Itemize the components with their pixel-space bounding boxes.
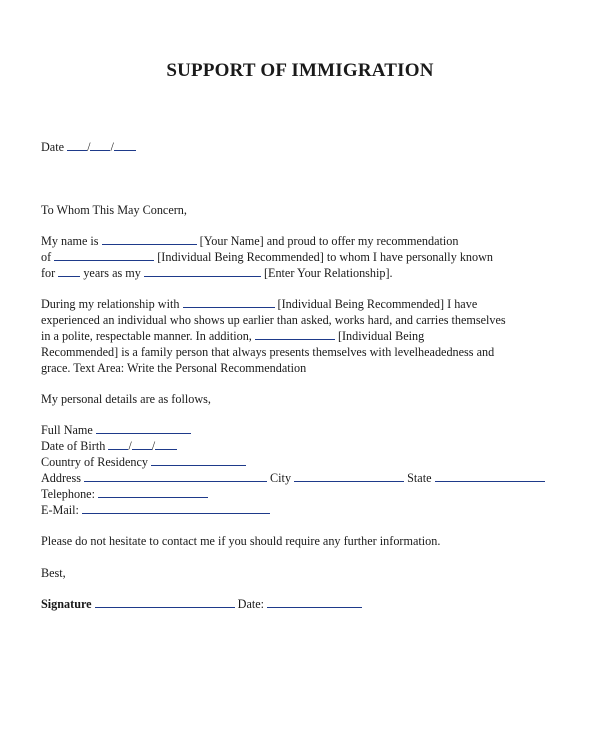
para1-line1 bbox=[41, 233, 458, 249]
signature-field[interactable] bbox=[95, 596, 235, 608]
address-label: Address bbox=[41, 471, 81, 485]
state-field[interactable] bbox=[435, 470, 545, 482]
full-name-row bbox=[41, 422, 191, 438]
address-field[interactable] bbox=[84, 470, 267, 482]
signature-date-field[interactable] bbox=[267, 596, 362, 608]
para1-text: [Your Name] and proud to offer my recommendation bbox=[199, 234, 459, 248]
dob-day-field[interactable] bbox=[132, 438, 152, 450]
date-separator: / bbox=[128, 439, 132, 453]
date-line bbox=[41, 139, 136, 155]
para2-text: During my relationship with bbox=[41, 297, 180, 311]
para1-text: My name is bbox=[41, 234, 99, 248]
para1-text: of bbox=[41, 250, 52, 264]
date-separator: / bbox=[151, 439, 156, 453]
date-month-blank[interactable] bbox=[67, 139, 87, 151]
para1-text: [Individual Being Recommended] to whom I have personally known bbox=[157, 250, 494, 264]
closing-best: Best, bbox=[41, 566, 66, 580]
para2-line1 bbox=[41, 296, 477, 312]
date-day-blank[interactable] bbox=[90, 139, 110, 151]
para1-text: for bbox=[41, 266, 56, 280]
dob-month-field[interactable] bbox=[108, 438, 128, 450]
individual-blank-2[interactable] bbox=[183, 296, 275, 308]
individual-blank-3[interactable] bbox=[255, 328, 335, 340]
salutation: To Whom This May Concern, bbox=[41, 203, 187, 217]
years-blank[interactable] bbox=[58, 265, 80, 277]
dob-label: Date of Birth bbox=[41, 439, 106, 453]
date-year-blank[interactable] bbox=[114, 139, 136, 151]
document-title: SUPPORT OF IMMIGRATION bbox=[166, 60, 434, 81]
full-name-label: Full Name bbox=[41, 423, 93, 437]
email-field[interactable] bbox=[82, 502, 270, 514]
para2-text: [Individual Being Recommended] I have bbox=[277, 297, 478, 311]
para2-line3 bbox=[41, 328, 424, 344]
city-label: City bbox=[270, 471, 292, 485]
para2-text: [Individual Being bbox=[337, 329, 425, 343]
telephone-row bbox=[41, 486, 208, 502]
closing-text: Please do not hesitate to contact me if you should require any further information. bbox=[41, 534, 441, 548]
signature-date-label: Date: bbox=[237, 597, 265, 611]
email-label: E-Mail: bbox=[41, 503, 79, 517]
para1-line2 bbox=[41, 249, 493, 265]
state-label: State bbox=[407, 471, 432, 485]
email-row bbox=[41, 502, 270, 518]
signature-row bbox=[41, 596, 362, 612]
para2-line5: grace. Text Area: Write the Personal Recommendation bbox=[41, 361, 307, 375]
details-intro: My personal details are as follows, bbox=[41, 392, 211, 406]
telephone-field[interactable] bbox=[98, 486, 208, 498]
country-label: Country of Residency bbox=[41, 455, 148, 469]
individual-blank[interactable] bbox=[54, 249, 154, 261]
date-separator: / bbox=[110, 140, 114, 154]
date-label: Date bbox=[41, 140, 65, 154]
telephone-label: Telephone: bbox=[41, 487, 95, 501]
para1-text: [Enter Your Relationship]. bbox=[263, 266, 393, 280]
date-separator: / bbox=[87, 140, 91, 154]
full-name-field[interactable] bbox=[96, 422, 191, 434]
country-field[interactable] bbox=[151, 454, 246, 466]
your-name-blank[interactable] bbox=[102, 233, 197, 245]
signature-label: Signature bbox=[41, 597, 92, 611]
dob-year-field[interactable] bbox=[155, 438, 177, 450]
country-row bbox=[41, 454, 246, 470]
address-row bbox=[41, 470, 545, 486]
para2-line4: Recommended] is a family person that always presents themselves with levelheadedness and bbox=[41, 345, 495, 359]
dob-row bbox=[41, 438, 177, 454]
para2-line2: experienced an individual who shows up earlier than asked, works hard, and carries themselves bbox=[41, 313, 506, 327]
para1-text: years as my bbox=[83, 266, 141, 280]
para1-line3 bbox=[41, 265, 393, 281]
relationship-blank[interactable] bbox=[144, 265, 261, 277]
para2-text: in a polite, respectable manner. In addition, bbox=[41, 329, 252, 343]
city-field[interactable] bbox=[294, 470, 404, 482]
